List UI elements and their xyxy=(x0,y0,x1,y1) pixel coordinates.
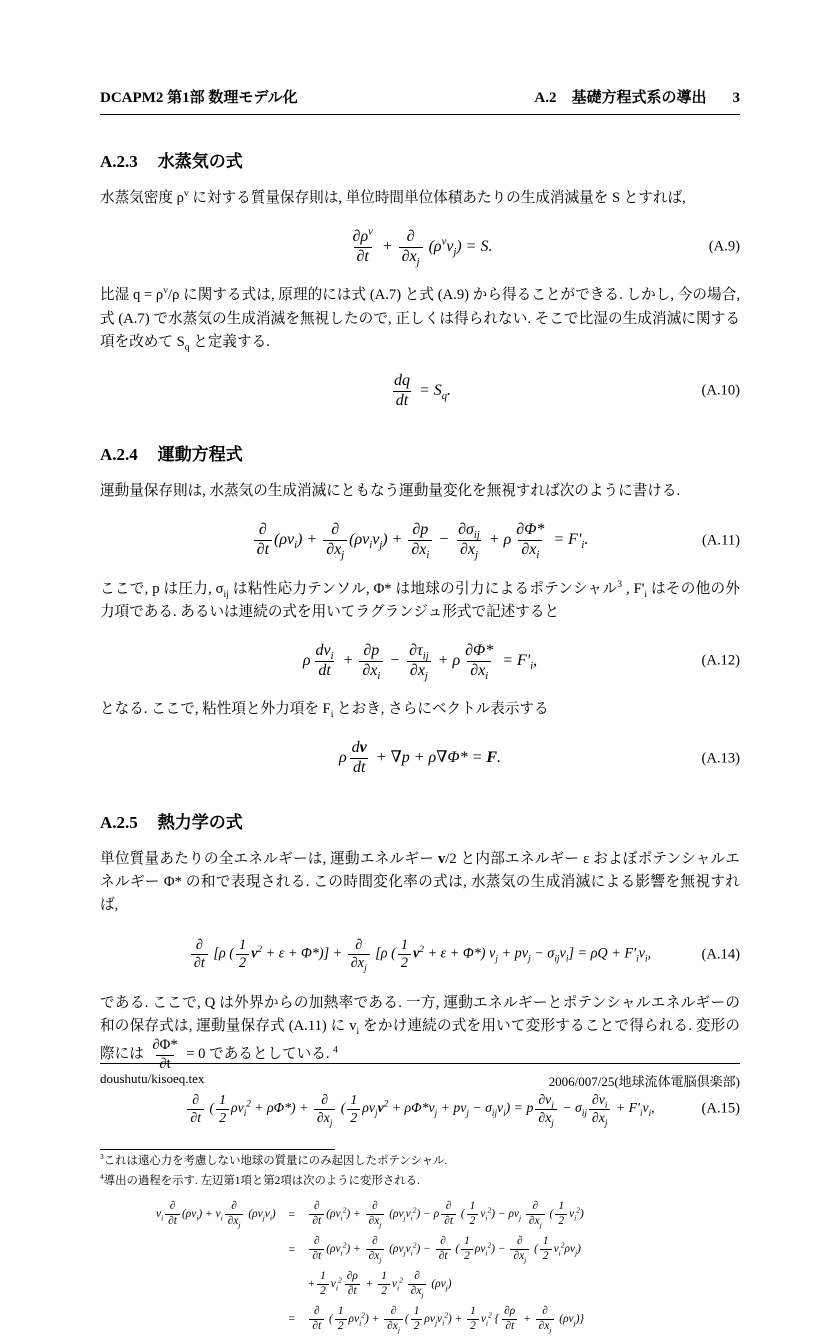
footer-file-path: doushutu/kisoeq.tex xyxy=(100,1071,205,1086)
equation-a11 xyxy=(100,519,740,563)
equation-a10-tag: (A.10) xyxy=(701,382,740,399)
content-column xyxy=(100,86,740,1337)
derivation-lhs xyxy=(152,1302,280,1337)
paragraph-total-energy: 単位質量あたりの全エネルギーは, 運動エネルギー v/2 と内部エネルギー ε およぼポテンシャルエネルギー Φ* の和で表現される. この時間変化率の式は, 水蒸気の生成消滅による影響を無視すれば, xyxy=(100,850,740,914)
equation-a15 xyxy=(100,1087,740,1131)
derivation-rhs: + $\frac{1}{2}$ $v_i^2$ $\frac{\partial\rho}{\partial t}$ + $\frac{1}{2}$ $v_i^2$ $\frac{\partial}{\partial x_j}$ $(\rho v_j)$ xyxy=(307,1270,452,1300)
paragraph-momentum-intro: 運動量保存則は, 水蒸気の生成消滅にともなう運動量変化を無視すれば次のように書ける. xyxy=(100,483,681,500)
derivation-relation: = xyxy=(287,1208,296,1221)
footnote-4: $^4$導出の過程を示す. 左辺第1項と第2項は次のように変形される. xyxy=(100,1171,420,1187)
derivation-relation xyxy=(280,1267,304,1302)
section-heading-a24 xyxy=(100,440,740,465)
footnote-3: $^3$これは遠心力を考慮しない地球の質量にのみ起因したポテンシャル. xyxy=(100,1152,448,1168)
paragraph-pressure-terms: ここで, p は圧力, $\sigma_{ij}$ は粘性応力テンソル, Φ* は地球の引力によるポテンシャル$^3$ , $F'_i$ はその他の外力項である. あるいは連続の式を用いてラグランジュ形式で記述すると xyxy=(100,578,740,621)
derivation-row-1 xyxy=(152,1197,588,1232)
equation-a9-math: $\frac{\partial\rho^v}{\partial t}$ + $\frac{\partial}{\partial x_j}$ $(\rho^vv_j) = S$. xyxy=(352,226,493,269)
equation-a14 xyxy=(100,933,740,977)
section-number: A.2.3 xyxy=(100,152,138,171)
footer-date-credit: 2006/007/25(地球流体電脳倶楽部) xyxy=(548,1074,740,1089)
derivation-row-3 xyxy=(152,1267,588,1302)
equation-a10 xyxy=(100,369,740,413)
paragraph-specific-humidity: 比湿 $q = \rho^v/\rho$ に関する式は, 原理的には式 (A.7) と式 (A.9) から得ることができる. しかし, 今の場合, 式 (A.7) で水蒸気の生成消滅を無視したので, 正しくは得られない. そこで比湿の生成消滅に関する項を改めて $S_q$ と定義する. xyxy=(100,285,741,353)
section-heading-a23 xyxy=(100,147,740,172)
section-heading-a25 xyxy=(100,808,740,833)
section-title: 水蒸気の式 xyxy=(157,152,243,171)
equation-a12-math: ρ $\frac{dv_i}{dt}$ + $\frac{\partial p}{\partial x_i}$ − $\frac{\partial\tau_{ij}}{\partial x_j}$ + ρ $\frac{\partial\Phi*}{\partial x_i}$ = $F'_i$, xyxy=(302,642,538,683)
section-number: A.2.5 xyxy=(100,812,138,832)
derivation-relation: = xyxy=(287,1243,296,1256)
equation-a14-math: $\frac{\partial}{\partial t}$ [ρ ( $\frac{1}{2}$ $v^2 + \varepsilon + \Phi*$)] + $\frac{\partial}{\partial x_j}$ [ρ ( $\frac{1}{2}$ $v^2 + \varepsilon + \Phi*$) $v_j + pv_j - \sigma_{ij}v_i] = \rho Q + F'_iv_i$, xyxy=(189,938,651,971)
equation-a12 xyxy=(100,639,740,683)
page-footer xyxy=(100,1063,740,1090)
page-header xyxy=(100,86,740,115)
footnote-rule xyxy=(100,1149,335,1150)
derivation-lhs: $v_i$ $\frac{\partial}{\partial t}$ $(\rho v_i) + v_i$ $\frac{\partial}{\partial x_j}$ $(\rho v_jv_i)$ xyxy=(156,1200,276,1230)
section-title: 運動方程式 xyxy=(157,445,243,465)
equation-a10-math: $\frac{dq}{dt}$ = $S_q$. xyxy=(393,372,452,409)
equation-a11-tag: (A.11) xyxy=(702,532,740,549)
equation-a15-tag: (A.15) xyxy=(701,1100,740,1117)
equation-a12-tag: (A.12) xyxy=(701,652,740,669)
equation-a9-tag: (A.9) xyxy=(708,238,740,255)
footnote-derivation-table xyxy=(152,1197,588,1337)
equation-a13 xyxy=(100,737,740,781)
header-left-title: DCAPM2 第1部 数理モデル化 xyxy=(100,90,298,106)
header-page-number: 3 xyxy=(732,90,740,106)
paragraph-water-vapor-intro: 水蒸気密度 $\rho^v$ に対する質量保存則は, 単位時間単位体積あたりの生成消滅量を S とすれば, xyxy=(100,188,686,206)
equation-a14-tag: (A.14) xyxy=(701,946,740,963)
equation-a13-math: ρ $\frac{dv}{dt}$ + ∇p + ρ∇Φ* = F. xyxy=(338,739,502,777)
equation-a13-tag: (A.13) xyxy=(701,750,740,767)
derivation-rhs: $\frac{\partial}{\partial t}$ $(\rho v_i^2)$ + $\frac{\partial}{\partial x_j}$ $(\rho v_jv_i^2)$ − $\frac{\partial}{\partial t}$ ( $\frac{1}{2}$ $\rho v_i^2$) − $\frac{\partial}{\partial x_j}$ ( $\frac{1}{2}$ $v_i^2\rho v_j$) xyxy=(303,1232,588,1267)
paragraph-heating-rate: である. ここで, Q は外界からの加熱率である. 一方, 運動エネルギーとポテンシャルエネルギーの和の保存式は, 運動量保存式 (A.11) に $v_i$ をかけ連続の式を用いて変形することで得られる. 変形の際には $\frac{\partial\Phi*}{\partial t}$ = 0 であるとしている. $^4$ xyxy=(100,994,740,1072)
derivation-rhs: $\frac{\partial}{\partial t}$ $(\rho v_i^2)$ + $\frac{\partial}{\partial x_j}$ $(\rho v_jv_i^2) - \rho$ $\frac{\partial}{\partial t}$ ( $\frac{1}{2}$ $v_i^2) - \rho v_j$ $\frac{\partial}{\partial x_j}$ ( $\frac{1}{2}$ $v_i^2$) xyxy=(303,1197,588,1232)
section-number: A.2.4 xyxy=(100,445,138,465)
equation-a11-math: $\frac{\partial}{\partial t}$ $(\rho v_i)$ + $\frac{\partial}{\partial x_j}$ $(\rho v_iv_j)$ + $\frac{\partial p}{\partial x_i}$ − $\frac{\partial\sigma_{ij}}{\partial x_j}$ + ρ $\frac{\partial\Phi*}{\partial x_i}$ = $F'_i$. xyxy=(252,522,589,559)
derivation-relation: = xyxy=(287,1313,296,1326)
equation-a9 xyxy=(100,225,740,269)
derivation-row-2 xyxy=(152,1232,588,1267)
equation-a15-math: $\frac{\partial}{\partial t}$ ( $\frac{1}{2}$ $\rho v_i^2 + \rho\Phi*$) + $\frac{\partial}{\partial x_j}$ ( $\frac{1}{2}$ $\rho v_jv^2 + \rho\Phi*v_j + pv_j - \sigma_{ij}v_i) = p$ $\frac{\partial v_j}{\partial x_j}$ − $\sigma_{ij}$ $\frac{\partial v_i}{\partial x_j}$ + $F'_iv_i$, xyxy=(185,1093,654,1125)
section-title: 熱力学の式 xyxy=(157,812,243,832)
paragraph-vector-form: となる. ここで, 粘性項と外力項を $F_i$ とおき, さらにベクトル表示する xyxy=(100,701,549,721)
header-section-title: A.2 基礎方程式系の導出 xyxy=(534,90,707,106)
derivation-lhs xyxy=(152,1232,280,1267)
header-right xyxy=(534,86,740,107)
derivation-row-4 xyxy=(152,1302,588,1337)
derivation-lhs xyxy=(152,1267,280,1302)
derivation-rhs: $\frac{\partial}{\partial t}$ ( $\frac{1}{2}$ $\rho v_i^2$) + $\frac{\partial}{\partial x_j}$ ( $\frac{1}{2}$ $\rho v_jv_i^2$) + $\frac{1}{2}$ $v_i^2$ { $\frac{\partial\rho}{\partial t}$ + $\frac{\partial}{\partial x_j}$ $(\rho v_j)$} xyxy=(303,1302,588,1337)
